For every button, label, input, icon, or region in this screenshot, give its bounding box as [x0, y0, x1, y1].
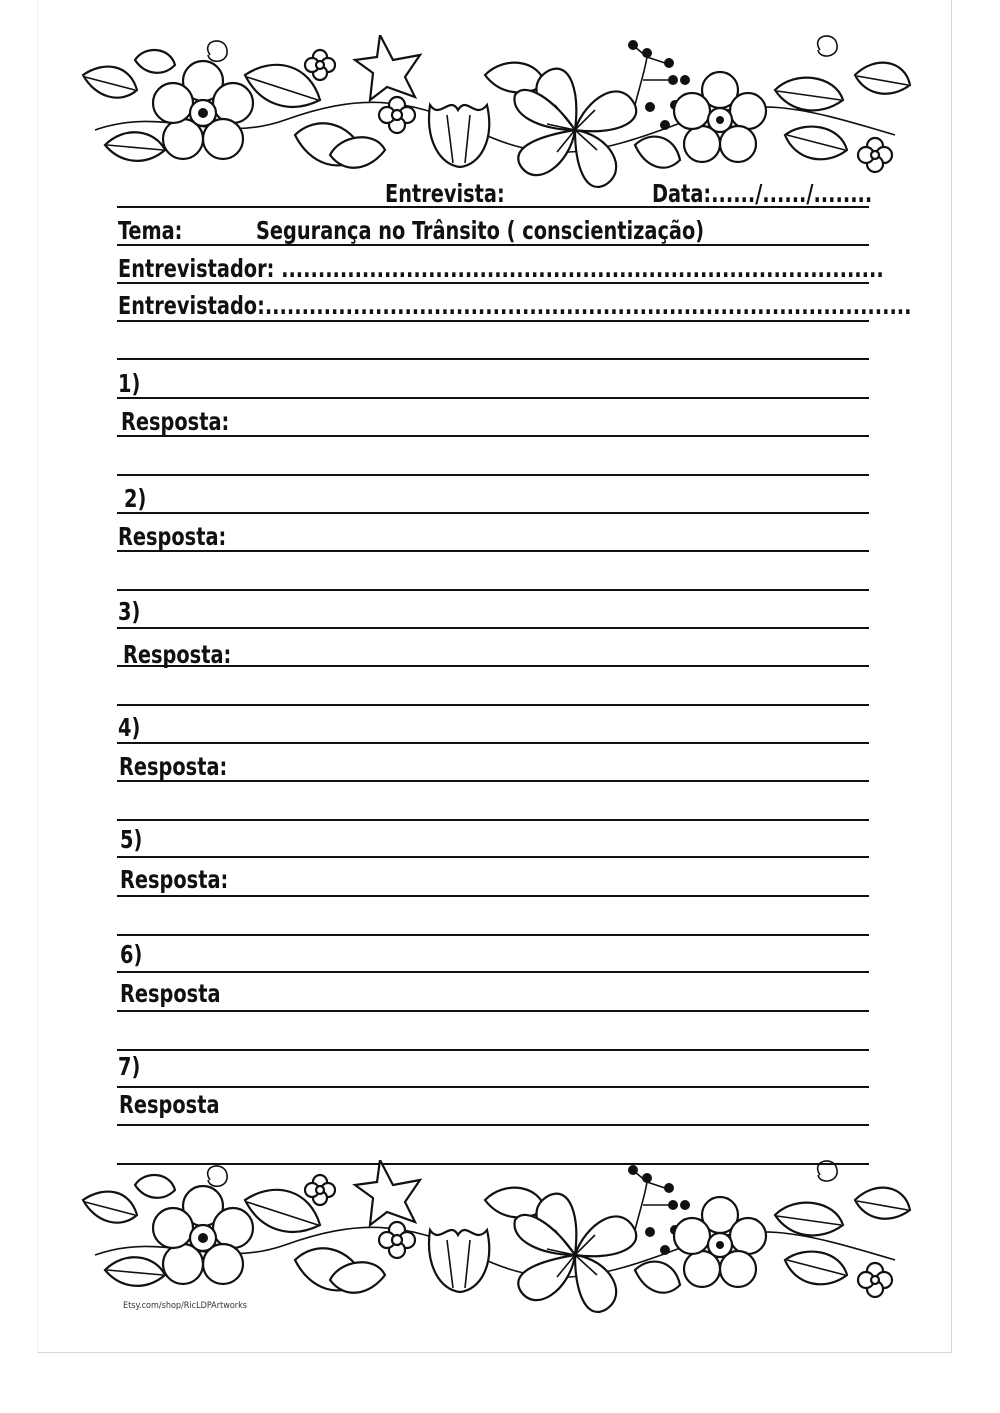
- answer-label: Resposta:: [119, 752, 228, 781]
- rule-line: [117, 627, 869, 629]
- answer-line[interactable]: [117, 1010, 869, 1012]
- rule-line: [117, 474, 869, 476]
- answer-line[interactable]: [117, 435, 869, 437]
- rule-line: [117, 1049, 869, 1051]
- answer-label: Resposta:: [120, 865, 229, 894]
- rule-line: [117, 397, 869, 399]
- rule-line: [117, 358, 869, 360]
- answer-label: Resposta:: [123, 640, 232, 669]
- question-number: 7): [118, 1052, 141, 1081]
- answer-line[interactable]: [117, 780, 869, 782]
- entrevistador-field[interactable]: Entrevistador: ..................................................................................: [118, 254, 884, 283]
- answer-line[interactable]: [117, 550, 869, 552]
- question-number: 6): [120, 940, 143, 969]
- rule-line: [117, 934, 869, 936]
- answer-line[interactable]: [117, 665, 869, 667]
- question-number: 4): [118, 713, 141, 742]
- answer-line[interactable]: [117, 895, 869, 897]
- answer-line[interactable]: [117, 1124, 869, 1126]
- tema-label: Tema:: [118, 216, 183, 245]
- entrevista-label: Entrevista:: [385, 179, 505, 208]
- rule-line: [117, 1086, 869, 1088]
- etsy-credit: Etsy.com/shop/RicLDPArtworks: [123, 1301, 248, 1311]
- answer-label: Resposta: [119, 1090, 220, 1119]
- rule-line: [117, 512, 869, 514]
- rule-line: [117, 971, 869, 973]
- rule-line: [117, 742, 869, 744]
- question-number: 3): [118, 597, 141, 626]
- answer-label: Resposta:: [121, 407, 230, 436]
- rule-line: [117, 704, 869, 706]
- question-number: 1): [118, 369, 141, 398]
- floral-border-top-icon: [75, 35, 915, 195]
- rule-line: [117, 589, 869, 591]
- data-date-field[interactable]: Data:....../....../........: [652, 179, 873, 208]
- entrevistado-field[interactable]: Entrevistado:........................................................................................: [118, 291, 912, 320]
- rule-line: [117, 206, 869, 208]
- rule-line: [117, 856, 869, 858]
- tema-value: Segurança no Trânsito ( conscientização): [256, 216, 705, 245]
- question-number: 5): [120, 825, 143, 854]
- rule-line: [117, 244, 869, 246]
- rule-line: [117, 320, 869, 322]
- question-number: 2): [124, 484, 147, 513]
- rule-line: [117, 819, 869, 821]
- floral-border-bottom-icon: [75, 1160, 915, 1320]
- answer-label: Resposta:: [118, 522, 227, 551]
- answer-label: Resposta: [120, 979, 221, 1008]
- rule-line: [117, 282, 869, 284]
